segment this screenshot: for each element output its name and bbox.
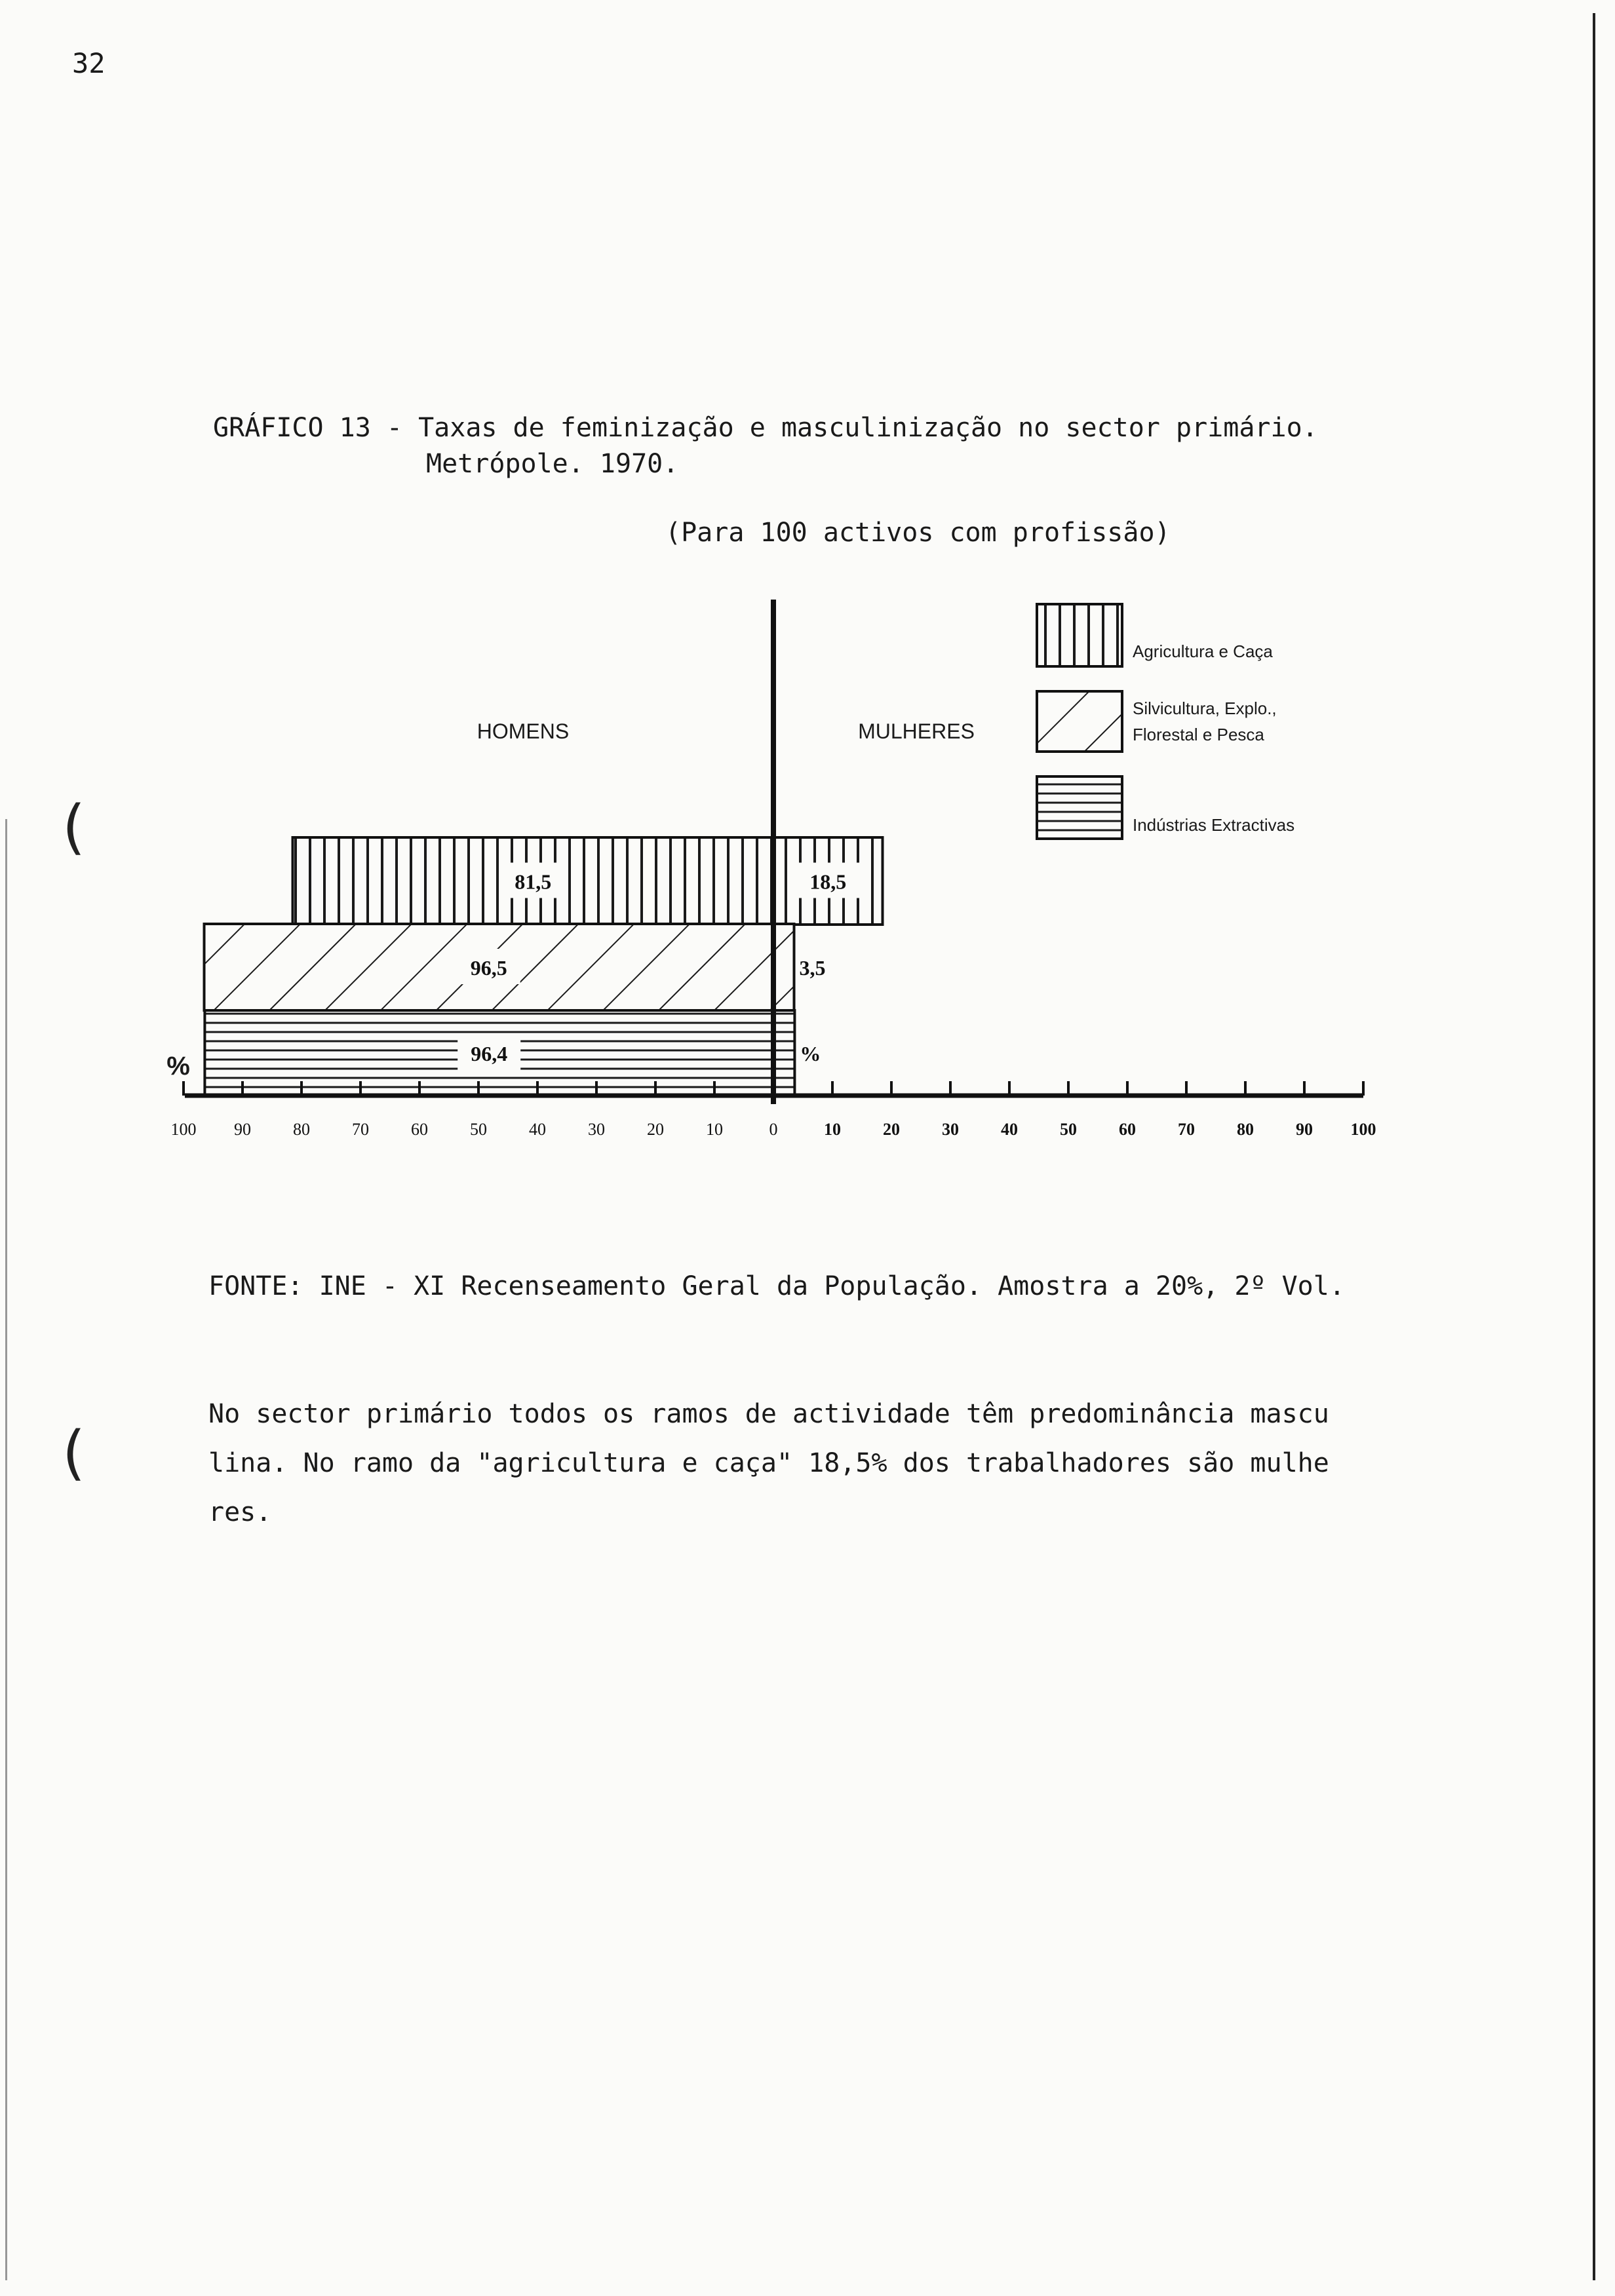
x-tick-label-left-20: 20: [647, 1120, 664, 1139]
x-tick-label-right-50: 50: [1060, 1120, 1077, 1139]
x-tick-label-left-70: 70: [352, 1120, 369, 1139]
legend-label-industrias: Indústrias Extractivas: [1133, 815, 1295, 835]
data-label-homens-industrias: 96,4: [471, 1042, 508, 1065]
x-tick-label-left-60: 60: [411, 1120, 428, 1139]
x-tick-label-right-80: 80: [1237, 1120, 1254, 1139]
page-number: 32: [72, 47, 106, 79]
para-line2-text: lina. No ramo da "agricultura e caça" 18,5% dos trabalhadores são mulhe: [208, 1448, 1329, 1478]
label-homens: HOMENS: [477, 719, 570, 743]
x-tick-label-right-40: 40: [1001, 1120, 1018, 1139]
binding-hole-mark-bottom: (: [62, 1419, 86, 1487]
body-paragraph-line-1: [208, 1399, 1329, 1429]
body-paragraph-line-2: [208, 1448, 1329, 1478]
data-label-homens-agricultura: 81,5: [515, 870, 552, 894]
legend-label-agricultura: Agricultura e Caça: [1133, 641, 1273, 661]
chart-title: GRÁFICO 13 - Taxas de feminização e masculinização no sector primário.: [213, 413, 1318, 443]
x-tick-label-left-0: 0: [769, 1120, 778, 1139]
x-tick-label-right-10: 10: [824, 1120, 841, 1139]
para-line1-text: No sector primário todos os ramos de actividade têm predominância mascu: [208, 1399, 1329, 1429]
axis-unit-symbol: %: [166, 1052, 190, 1081]
x-tick-label-left-30: 30: [588, 1120, 605, 1139]
x-tick-label-left-80: 80: [293, 1120, 310, 1139]
legend-label-silvicultura-1: Silvicultura, Explo.,: [1133, 698, 1277, 718]
body-paragraph-line-3: res.: [208, 1497, 272, 1527]
legend-swatch-agricultura: [1037, 604, 1122, 666]
data-label-mulheres-silvicultura: 3,5: [799, 956, 826, 980]
legend: [1037, 604, 1294, 839]
x-tick-label-right-90: 90: [1296, 1120, 1313, 1139]
data-label-homens-silvicultura: 96,5: [470, 956, 507, 980]
x-tick-label-right-20: 20: [883, 1120, 900, 1139]
x-tick-label-right-30: 30: [942, 1120, 959, 1139]
x-tick-label-left-40: 40: [529, 1120, 546, 1139]
chart-unit-note: (Para 100 activos com profissão): [665, 518, 1171, 548]
x-tick-label-left-90: 90: [234, 1120, 251, 1139]
x-tick-label-right-70: 70: [1178, 1120, 1195, 1139]
binding-hole-mark-top: (: [62, 793, 86, 862]
x-tick-label-left-50: 50: [470, 1120, 487, 1139]
data-label-mulheres-agricultura: 18,5: [809, 870, 847, 894]
bar-mulheres-industrias: [773, 1010, 794, 1096]
x-tick-label-right-100: 100: [1350, 1120, 1376, 1139]
legend-swatch-silvicultura: [1037, 691, 1122, 752]
x-tick-label-left-10: 10: [706, 1120, 723, 1139]
legend-label-silvicultura-2: Florestal e Pesca: [1133, 725, 1264, 744]
bar-mulheres-silvicultura: [773, 924, 794, 1010]
chart-source: FONTE: INE - XI Recenseamento Geral da População. Amostra a 20%, 2º Vol.: [208, 1271, 1345, 1301]
x-tick-label-left-100: 100: [170, 1120, 197, 1139]
x-tick-label-right-60: 60: [1119, 1120, 1136, 1139]
label-mulheres: MULHERES: [858, 719, 975, 743]
chart-subtitle: Metrópole. 1970.: [426, 449, 679, 479]
data-label-mulheres-industrias: %: [800, 1042, 821, 1065]
legend-swatch-industrias: [1037, 776, 1122, 839]
